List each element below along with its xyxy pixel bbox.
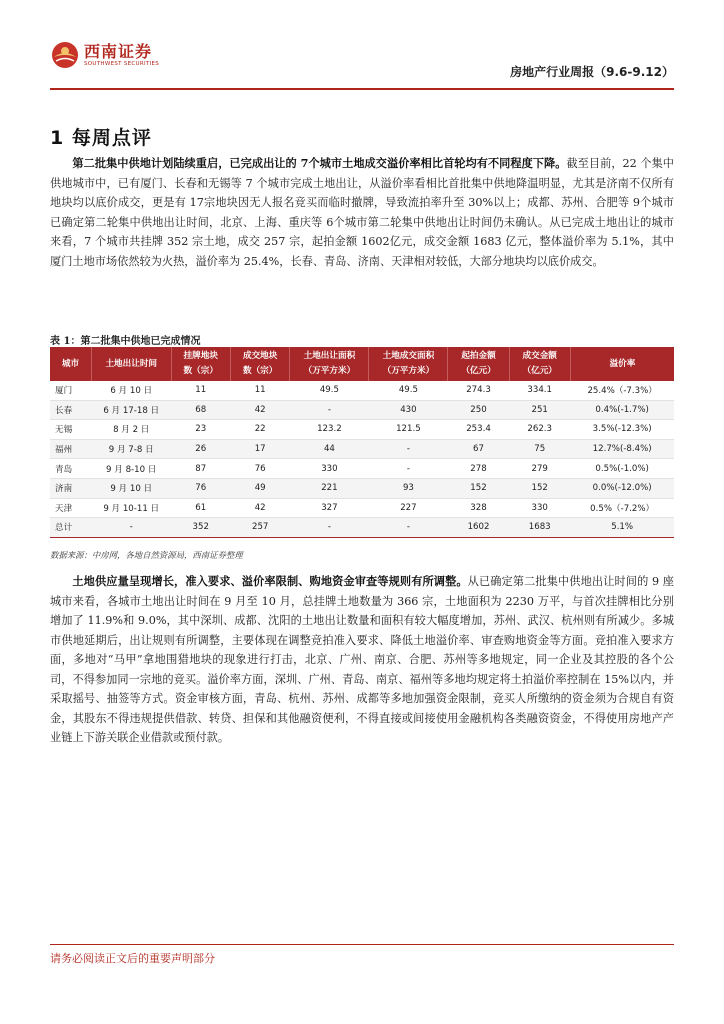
disclaimer-footer: 请务必阅读正文后的重要声明部分 <box>50 952 215 965</box>
table-cell: 250 <box>448 400 509 420</box>
table-cell: 334.1 <box>509 381 570 400</box>
paragraph-2-body: 从已确定第二批集中供地出让时间的 9 座城市来看，各城市土地出让时间在 9 月至 10 月，总挂牌土地数量为 366 宗，土地面积为 2230 万平，与首次挂牌相比分别增加了 11.9%和 9.0%，其中深圳、成都、沈阳的土地出让数量和面积有较大幅度增加，苏州、武汉、杭州则有所减少。多城市供地延期后，出让规则有所调整，主要体现在调整竞拍准入要求、降低土地溢价率、审查购地资金等方面。竞拍准入要求方面，多地对“马甲”拿地围猎地块的现象进行打击，北京、广州、南京、合肥、苏州等多地规定，同一企业及其控股的各个公司，不得参加同一宗地的竞买。溢价率方面，深圳、广州、青岛、南京、福州等多地均规定将土拍溢价率控制在 15%以内，并采取摇号、抽签等方式。资金审核方面，青岛、杭州、苏州、成都等多地加强资金限制，竞买人所缴纳的资金须为合规自有资金，其股东不得违规提供借款、转贷、担保和其他融资便利，不得直接或间接使用金融机构各类融资资金，不得使用房地产产业链上下游关联企业借款或预付款。 <box>50 575 674 744</box>
table-cell-city: 天津 <box>50 498 91 518</box>
table-cell: - <box>369 439 448 459</box>
table-cell: 76 <box>171 478 230 498</box>
table-cell: 87 <box>171 459 230 479</box>
table-cell: 328 <box>448 498 509 518</box>
logo-chinese-name: 西南证券 <box>84 42 153 61</box>
table-cell: 42 <box>230 498 289 518</box>
table-body <box>50 381 674 537</box>
table-cell: 67 <box>448 439 509 459</box>
table-header-cell: 城市 <box>50 347 91 381</box>
table-cell: 257 <box>230 518 289 538</box>
table-cell: 0.4%(-1.7%) <box>570 400 674 420</box>
table-cell: 61 <box>171 498 230 518</box>
table-cell: 327 <box>290 498 369 518</box>
table-cell: 3.5%(-12.3%) <box>570 420 674 440</box>
table-cell: 6 月 17-18 日 <box>91 400 171 420</box>
header-divider <box>50 88 674 90</box>
table-cell: - <box>369 459 448 479</box>
table-caption: 表 1：第二批集中供地已完成情况 <box>50 336 201 347</box>
table-source-note: 数据来源：中房网，各地自然资源局，西南证券整理 <box>50 550 243 560</box>
table-header-cell: 起拍金额 （亿元） <box>448 347 509 381</box>
table-cell: 0.5%(-1.0%) <box>570 459 674 479</box>
table-cell: 23 <box>171 420 230 440</box>
table-cell: 76 <box>230 459 289 479</box>
table-cell: 253.4 <box>448 420 509 440</box>
table-cell: - <box>290 400 369 420</box>
table-cell: 12.7%(-8.4%) <box>570 439 674 459</box>
table-cell: 25.4%（-7.3%） <box>570 381 674 400</box>
paragraph-1-body: 截至目前，22 个集中供地城市中，已有厦门、长春和无锡等 7 个城市完成土地出让，从溢价率看相比首批集中供地降温明显，尤其是济南不仅所有地块均以底价成交，更是有 17宗地块因无人报名竞买而临时撤牌，导致流拍率升至 30%以上；成都、苏州、合肥等 9个城市已确定第二轮集中供地出让时间，北京、上海、重庆等 6个城市第二轮集中供地出让时间仍未确认。从已完成土地出让的城市来看，7 个城市共挂牌 352 宗土地，成交 257 宗，起拍金额 1602亿元，成交金额 1683 亿元，整体溢价率为 5.1%，其中厦门土地市场依然较为火热，溢价率为 25.4%，长春、青岛、济南、天津相对较低，大部分地块均以底价成交。 <box>50 157 674 268</box>
table-cell: 279 <box>509 459 570 479</box>
table-cell-city: 厦门 <box>50 381 91 400</box>
table-cell: 1683 <box>509 518 570 538</box>
table-cell: 49.5 <box>290 381 369 400</box>
table-row <box>50 459 674 479</box>
table-row <box>50 498 674 518</box>
table-cell: 152 <box>509 478 570 498</box>
weekly-review-paragraph-2 <box>50 572 674 748</box>
table-row <box>50 478 674 498</box>
table-cell: 251 <box>509 400 570 420</box>
table-cell: 0.5%（-7.2%） <box>570 498 674 518</box>
table-cell: 278 <box>448 459 509 479</box>
table-cell: 75 <box>509 439 570 459</box>
table-row <box>50 420 674 440</box>
table-cell: - <box>91 518 171 538</box>
table-header-cell: 溢价率 <box>570 347 674 381</box>
table-cell-city: 济南 <box>50 478 91 498</box>
land-supply-table-container <box>50 347 674 538</box>
table-row <box>50 381 674 400</box>
table-row <box>50 439 674 459</box>
table-cell: 93 <box>369 478 448 498</box>
table-cell-city: 青岛 <box>50 459 91 479</box>
table-cell: 5.1% <box>570 518 674 538</box>
table-cell: 9 月 8-10 日 <box>91 459 171 479</box>
table-row <box>50 518 674 538</box>
table-cell: 11 <box>171 381 230 400</box>
table-cell: 49 <box>230 478 289 498</box>
table-cell: 22 <box>230 420 289 440</box>
table-cell: 49.5 <box>369 381 448 400</box>
table-cell: - <box>290 518 369 538</box>
table-cell: 262.3 <box>509 420 570 440</box>
table-header-cell: 成交地块 数（宗） <box>230 347 289 381</box>
table-cell: 8 月 2 日 <box>91 420 171 440</box>
table-header-cell: 土地出让面积 （万平方米） <box>290 347 369 381</box>
table-cell: 227 <box>369 498 448 518</box>
table-header-cell: 土地出让时间 <box>91 347 171 381</box>
table-cell-city: 长春 <box>50 400 91 420</box>
land-supply-table <box>50 347 674 538</box>
paragraph-1-lead: 第二批集中供地计划陆续重启，已完成出让的 7个城市土地成交溢价率相比首轮均有不同程度下降。 <box>72 156 567 170</box>
table-cell: 11 <box>230 381 289 400</box>
table-cell: 26 <box>171 439 230 459</box>
table-header-cell: 挂牌地块 数（宗） <box>171 347 230 381</box>
table-cell: 330 <box>509 498 570 518</box>
section-heading: 1 每周点评 <box>50 127 152 149</box>
table-cell: 1602 <box>448 518 509 538</box>
table-cell: 44 <box>290 439 369 459</box>
table-cell-city: 福州 <box>50 439 91 459</box>
table-cell: 123.2 <box>290 420 369 440</box>
table-cell-city: 总计 <box>50 518 91 538</box>
footer-divider <box>50 944 674 945</box>
table-cell: 352 <box>171 518 230 538</box>
table-cell: 152 <box>448 478 509 498</box>
table-cell: 430 <box>369 400 448 420</box>
table-cell: 274.3 <box>448 381 509 400</box>
table-row <box>50 400 674 420</box>
logo-english-name: SOUTHWEST SECURITIES <box>84 61 160 67</box>
table-header-row <box>50 347 674 381</box>
report-title: 房地产行业周报（9.6-9.12） <box>510 65 674 79</box>
company-logo <box>50 40 159 70</box>
swsc-logo-icon <box>50 40 80 70</box>
table-cell: 121.5 <box>369 420 448 440</box>
table-cell: 0.0%(-12.0%) <box>570 478 674 498</box>
table-cell: 221 <box>290 478 369 498</box>
table-cell: 6 月 10 日 <box>91 381 171 400</box>
table-cell: 42 <box>230 400 289 420</box>
paragraph-2-lead: 土地供应量呈现增长，准入要求、溢价率限制、购地资金审查等规则有所调整。 <box>72 574 468 588</box>
table-cell: 9 月 10-11 日 <box>91 498 171 518</box>
table-cell: 68 <box>171 400 230 420</box>
table-cell: - <box>369 518 448 538</box>
table-cell: 330 <box>290 459 369 479</box>
table-cell: 17 <box>230 439 289 459</box>
table-cell-city: 无锡 <box>50 420 91 440</box>
page-header <box>50 40 674 88</box>
table-cell: 9 月 10 日 <box>91 478 171 498</box>
table-header-cell: 成交金额 （亿元） <box>509 347 570 381</box>
table-cell: 9 月 7-8 日 <box>91 439 171 459</box>
weekly-review-paragraph-1 <box>50 154 674 271</box>
table-header-cell: 土地成交面积 （万平方米） <box>369 347 448 381</box>
